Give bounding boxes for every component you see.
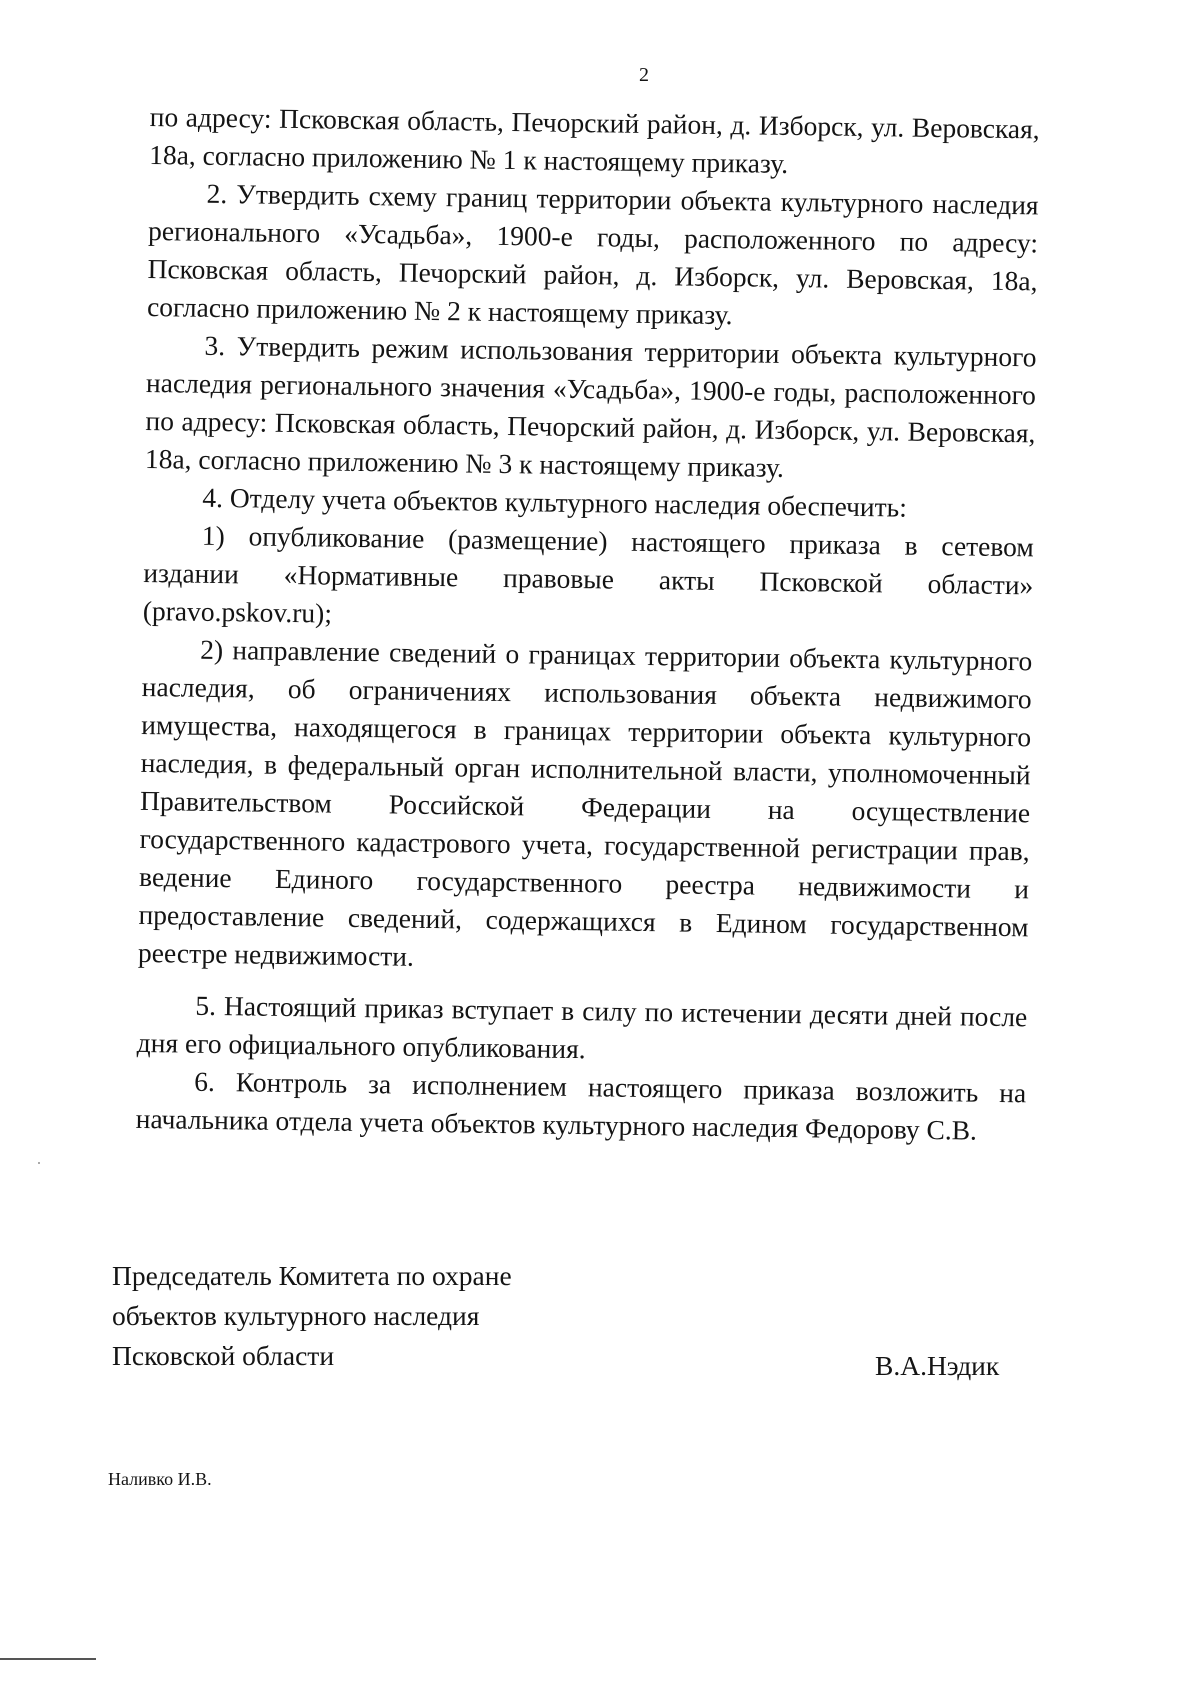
page-number: 2 xyxy=(639,64,649,86)
signatory-name: В.А.Нэдик xyxy=(875,1350,1000,1381)
paragraph-item-4: 4. Отделу учета объектов культурного наследия обеспечить: xyxy=(202,481,908,523)
paragraph-address-continuation: по адресу: Псковская область, Печорский район, д. Изборск, ул. Веровская, 18а, согласно приложению № 1 к настоящему приказу. xyxy=(148,100,1040,179)
paragraph-item-2: 2. Утвердить схему границ территории объекта культурного наследия регионального «Усадьба», 1900-е годы, расположенного по адресу: Псковская область, Печорский район, д. Изборск, ул. Веровская, 18а, согласно приложению № 2 к настоящему приказу. xyxy=(146,177,1039,331)
scan-speck xyxy=(38,1162,40,1164)
signatory-title-line: Председатель Комитета по охране xyxy=(112,1260,512,1291)
paragraph-item-4-2: 2) направление сведений о границах территории объекта культурного наследия, об ограничениях использования объекта недвижимого имущества, находящегося в границах территории объекта культурного наследия, в федеральный орган исполнительной власти, уполномоченный Правительством Российской Федерации на осуществление государственного кадастрового учета, государственной регистрации прав, ведение Единого государственного реестра недвижимости и предоставление сведений, содержащихся в Едином государственном реестре недвижимости. xyxy=(137,633,1033,972)
paragraph-item-6: 6. Контроль за исполнением настоящего приказа возложить на начальника отдела учета объектов культурного наследия Федорову С.В. xyxy=(135,1065,1027,1146)
signatory-title-line: Псковской области xyxy=(112,1340,335,1371)
paragraph-item-4-1: 1) опубликование (размещение) настоящего приказа в сетевом издании «Нормативные правовые акты Псковской области» (pravo.pskov.ru); xyxy=(142,519,1035,629)
signatory-title-block xyxy=(112,1256,512,1376)
paragraph-item-3: 3. Утвердить режим использования территории объекта культурного наследия регионального значения «Усадьба», 1900-е годы, расположенного по адресу: Псковская область, Печорский район, д. Изборск, ул. Веровская, 18а, согласно приложению № 3 к настоящему приказу. xyxy=(144,329,1037,483)
executor-name: Наливко И.В. xyxy=(108,1469,212,1489)
scan-edge-mark xyxy=(0,1658,96,1660)
order-body xyxy=(135,98,1039,1150)
paragraph-item-5: 5. Настоящий приказ вступает в силу по истечении десяти дней после дня его официального опубликования. xyxy=(136,989,1028,1065)
signatory-title-line: объектов культурного наследия xyxy=(112,1300,480,1331)
